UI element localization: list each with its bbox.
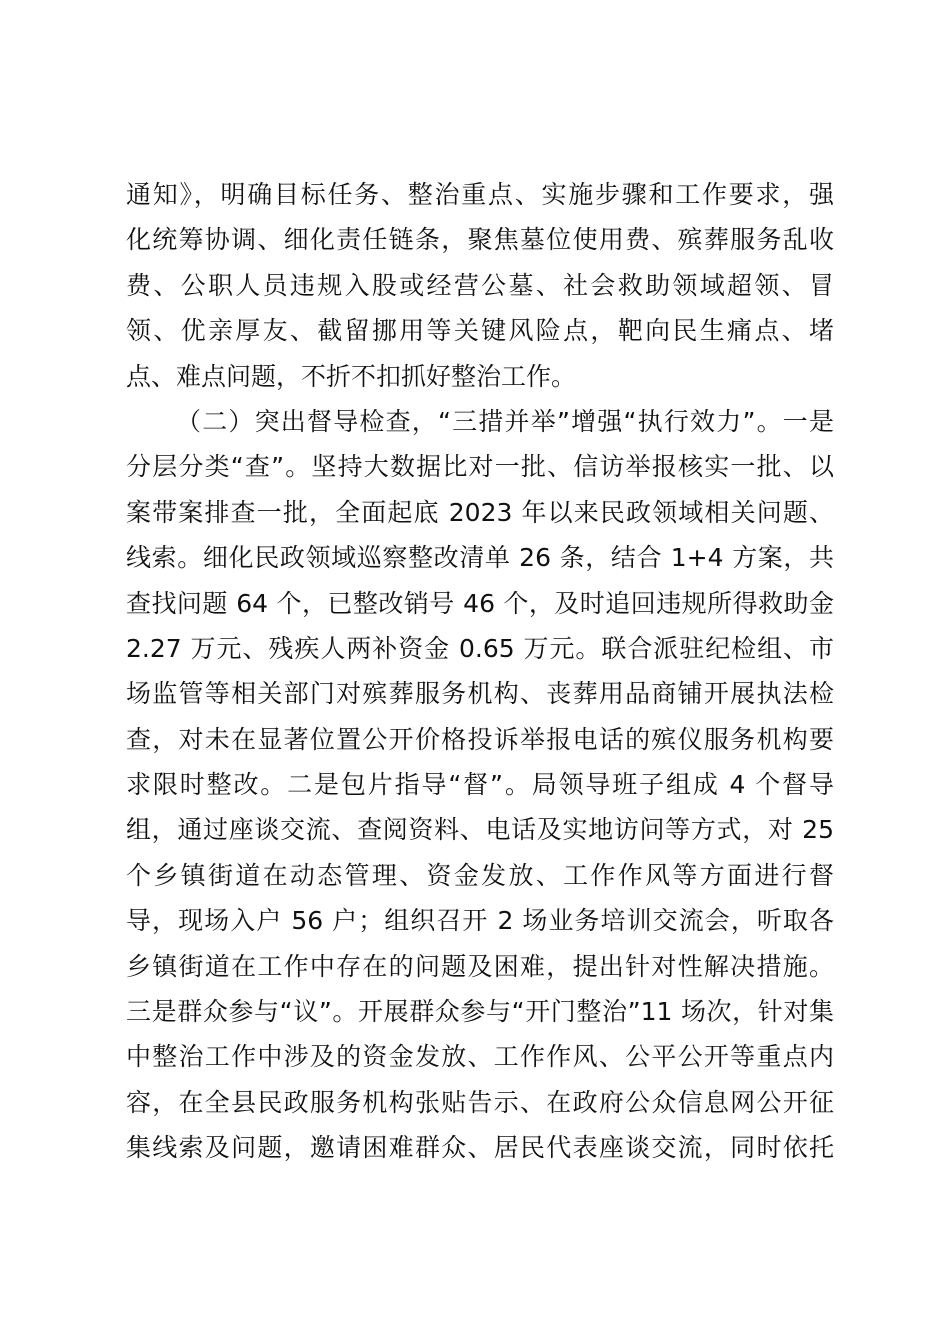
text-line: 个乡镇街道在动态管理、资金发放、工作作风等方面进行督 [126,860,834,890]
text-line: 导，现场入户 56 户；组织召开 2 场业务培训交流会，听取各 [126,906,834,936]
text-line: 组，通过座谈交流、查阅资料、电话及实地访问等方式，对 25 [126,815,834,845]
text-line: 容，在全县民政服务机构张贴告示、在政府公众信息网公开征 [126,1087,834,1117]
text-line: 三是群众参与“议”。开展群众参与“开门整治”11 场次，针对集 [126,997,834,1027]
text-line: 中整治工作中涉及的资金发放、工作作风、公平公开等重点内 [126,1042,834,1072]
text-line: 线索。细化民政领域巡察整改清单 26 条，结合 1+4 方案，共 [126,543,834,573]
text-line: 分层分类“查”。坚持大数据比对一批、信访举报核实一批、以 [126,452,834,482]
text-line: 2.27 万元、残疾人两补资金 0.65 万元。联合派驻纪检组、市 [126,633,834,663]
text-line: 案带案排查一批，全面起底 2023 年以来民政领域相关问题、 [126,497,834,527]
text-line: 场监管等相关部门对殡葬服务机构、丧葬用品商铺开展执法检 [126,679,834,709]
text-line: 领、优亲厚友、截留挪用等关键风险点，靶向民生痛点、堵 [126,316,834,346]
text-line: 乡镇街道在工作中存在的问题及困难，提出针对性解决措施。 [126,951,834,981]
text-line: 化统筹协调、细化责任链条，聚焦墓位使用费、殡葬服务乱收 [126,225,834,255]
text-line: 查找问题 64 个，已整改销号 46 个，及时追回违规所得救助金 [126,588,834,618]
text-line: 查，对未在显著位置公开价格投诉举报电话的殡仪服务机构要 [126,724,834,754]
text-line: 点、难点问题，不折不扣抓好整治工作。 [126,361,577,391]
text-line: 集线索及问题，邀请困难群众、居民代表座谈交流，同时依托 [126,1133,834,1163]
body-text [126,172,834,1171]
text-line: 求限时整改。二是包片指导“督”。局领导班子组成 4 个督导 [126,770,834,800]
text-line: 费、公职人员违规入股或经营公墓、社会救助领域超领、冒 [126,270,834,300]
text-line: （二）突出督导检查，“三措并举”增强“执行效力”。一是 [176,406,834,436]
text-line: 通知》，明确目标任务、整治重点、实施步骤和工作要求，强 [126,180,834,209]
